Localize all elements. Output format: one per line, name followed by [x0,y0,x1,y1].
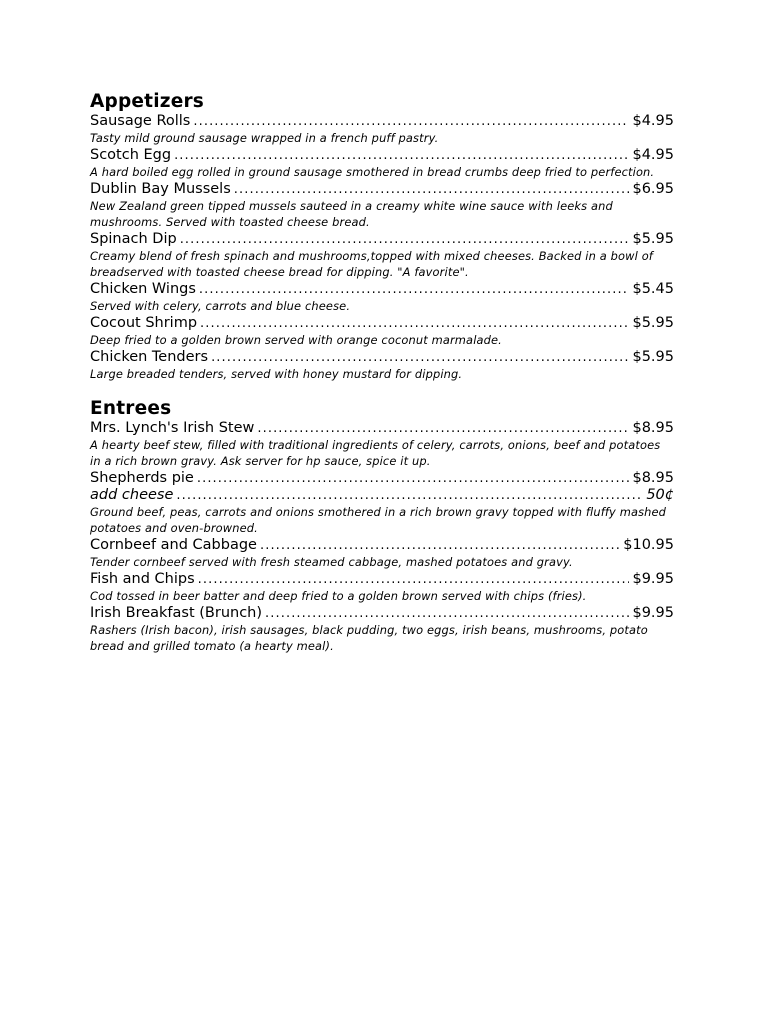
menu-item-name: Chicken Wings [90,281,196,297]
menu-item-line [90,231,674,248]
menu-item-name: Cocout Shrimp [90,315,198,331]
menu-item-name: Cornbeef and Cabbage [90,537,257,553]
menu-item-line [90,281,674,298]
menu-item-name: Mrs. Lynch's Irish Stew [90,420,255,436]
menu-item-price: 50¢ [646,487,674,503]
menu-item-line [90,315,674,332]
menu-item [90,281,674,314]
menu-item-name: Spinach Dip [90,231,177,247]
menu-item [90,113,674,146]
menu-item [90,537,674,570]
dot-leader [211,349,629,366]
dot-leader [265,605,629,622]
menu-item-price: $5.95 [632,315,674,331]
menu-item-description: Large breaded tenders, served with honey mustard for dipping. [90,367,463,381]
menu-item-description: A hard boiled egg rolled in ground sausage smothered in bread crumbs deep fried to perfection. [90,165,655,179]
menu-item-price: $4.95 [632,147,674,163]
menu-item-line [90,420,674,437]
menu-item-line [90,147,674,164]
menu-item [90,470,674,487]
menu-item [90,147,674,180]
dot-leader [234,181,630,198]
menu-item-price: $5.45 [632,281,674,297]
menu-item [90,315,674,348]
menu-item-name: Fish and Chips [90,571,195,587]
dot-leader [193,113,629,130]
dot-leader [180,231,630,248]
menu-item-price: $5.95 [632,349,674,365]
menu-item-price: $5.95 [632,231,674,247]
menu-item-price: $4.95 [632,113,674,129]
menu-item-name: Shepherds pie [90,470,194,486]
menu-item-line [90,605,674,622]
menu-item-description: A hearty beef stew, filled with traditional ingredients of celery, carrots, onions, beef and potatoes in a rich brown gravy. Ask server for hp sauce, spice it up. [90,438,661,468]
menu-item [90,181,674,230]
dot-leader [176,487,643,504]
menu-item-description: Tasty mild ground sausage wrapped in a french puff pastry. [90,131,439,145]
menu-item [90,349,674,382]
menu-item-description: Ground beef, peas, carrots and onions smothered in a rich brown gravy topped with fluffy mashed potatoes and oven-browned. [90,505,667,535]
menu-item-name: add cheese [90,487,174,503]
appetizers-section [90,91,674,382]
menu-item [90,571,674,604]
dot-leader [260,537,620,554]
menu-item [90,487,674,536]
dot-leader [197,470,630,487]
menu-item-line [90,181,674,198]
menu-item-price: $9.95 [632,605,674,621]
entrees-title: Entrees [90,398,172,419]
menu-item [90,605,674,654]
appetizers-list [90,113,674,382]
menu-item-price: $8.95 [632,420,674,436]
menu-item-price: $10.95 [623,537,674,553]
menu-item-line [90,470,674,487]
menu-item-name: Dublin Bay Mussels [90,181,231,197]
menu-item-name: Sausage Rolls [90,113,191,129]
menu-item-description: Rashers (Irish bacon), irish sausages, black pudding, two eggs, irish beans, mushrooms, potato bread and grilled tomato (a hearty meal). [90,623,648,653]
menu-item-description: New Zealand green tipped mussels sauteed in a creamy white wine sauce with leeks and mushrooms. Served with toasted cheese bread. [90,199,613,229]
menu-item-name: Irish Breakfast (Brunch) [90,605,263,621]
menu-item [90,231,674,280]
menu-item-price: $8.95 [632,470,674,486]
menu-item-line [90,113,674,130]
entrees-list [90,420,674,654]
menu-item-price: $6.95 [632,181,674,197]
menu-item-line [90,487,674,504]
appetizers-title: Appetizers [90,91,204,112]
dot-leader [174,147,629,164]
menu-item-price: $9.95 [632,571,674,587]
menu-item-line [90,349,674,366]
menu-item-description: Creamy blend of fresh spinach and mushrooms,topped with mixed cheeses. Backed in a bowl of breadserved with toasted cheese bread for dipping. "A favorite". [90,249,653,279]
menu-item-line [90,571,674,588]
entrees-section [90,398,674,654]
menu-item-description: Served with celery, carrots and blue cheese. [90,299,351,313]
menu-item [90,420,674,469]
menu-item-description: Tender cornbeef served with fresh steamed cabbage, mashed potatoes and gravy. [90,555,573,569]
menu-item-description: Deep fried to a golden brown served with orange coconut marmalade. [90,333,502,347]
menu-item-line [90,537,674,554]
dot-leader [200,315,629,332]
menu-item-name: Chicken Tenders [90,349,209,365]
menu-page [90,91,674,655]
dot-leader [199,281,630,298]
menu-item-name: Scotch Egg [90,147,172,163]
dot-leader [198,571,630,588]
dot-leader [257,420,629,437]
menu-item-description: Cod tossed in beer batter and deep fried to a golden brown served with chips (fries). [90,589,587,603]
